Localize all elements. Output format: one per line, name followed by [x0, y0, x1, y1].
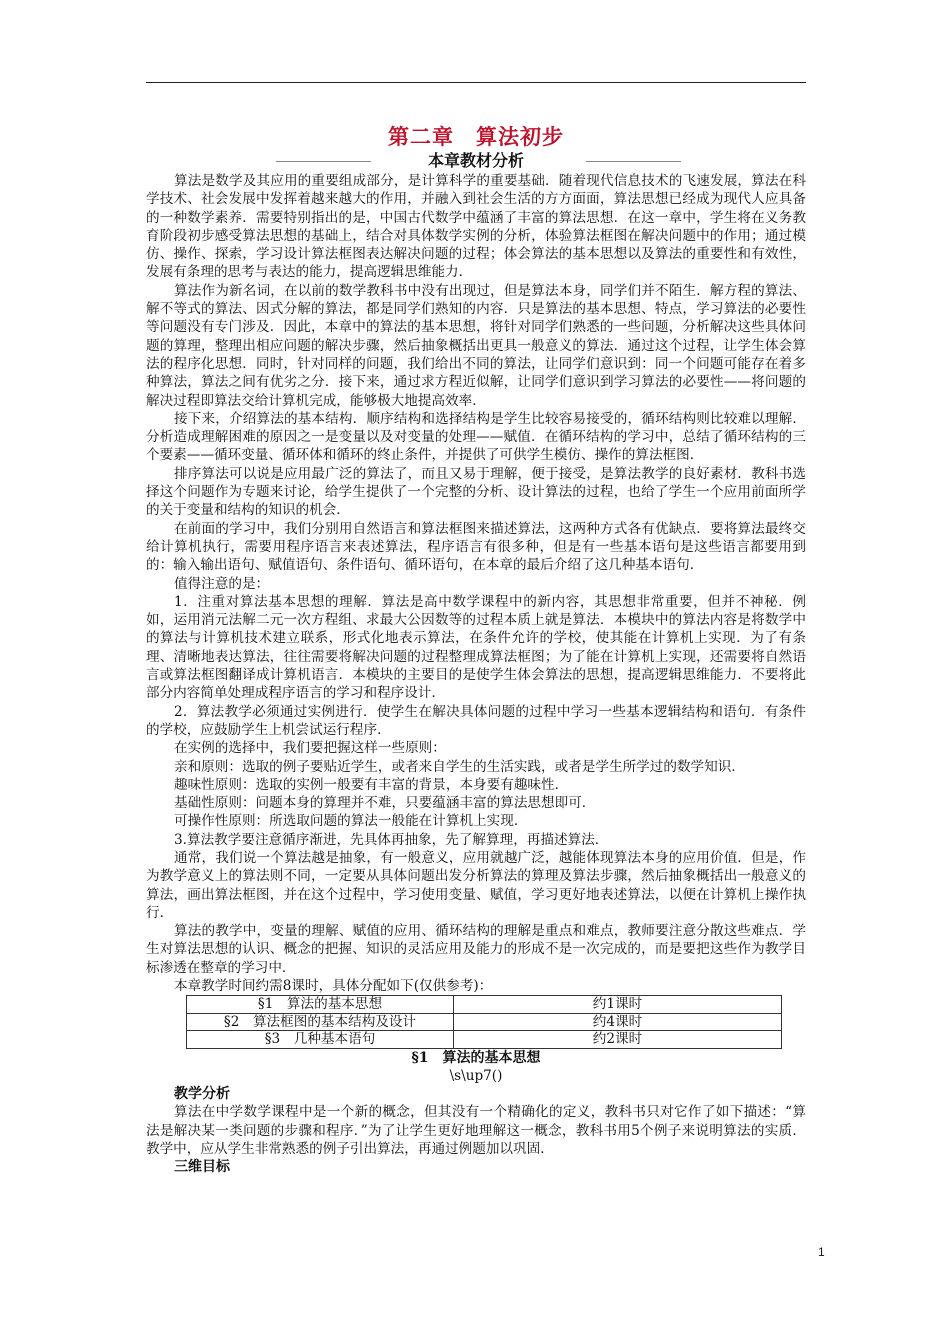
schedule-hours: 约2课时	[454, 1031, 782, 1049]
document-body	[146, 122, 806, 1177]
paragraph: 趣味性原则：选取的实例一般要有丰富的背景，本身要有趣味性．	[174, 776, 569, 793]
page-number: 1	[818, 1245, 825, 1259]
schedule-hours: 约4课时	[454, 1013, 782, 1031]
chapter-title: 第二章 算法初步	[388, 124, 564, 149]
table-row	[187, 1031, 782, 1049]
table-row	[187, 996, 782, 1014]
paragraph: 可操作性原则：所选取问题的算法一般能在计算机上实现．	[174, 813, 528, 830]
header-rule	[146, 82, 806, 83]
paragraph: 基础性原则：问题本身的算理并不难，只要蕴涵丰富的算法思想即可．	[174, 795, 596, 812]
paragraph: 接下来，介绍算法的基本结构．顺序结构和选择结构是学生比较容易接受的，循环结构则比较难以理解．分析造成理解困难的原因之一是变量以及对变量的处理——赋值．在循环结构的学习中，总结了循环结构的三个要素——循环变量、循环体和循环的终止条件，并提供了可供学生模仿、操作的算法框图．	[146, 410, 806, 464]
paragraph: 在实例的选择中，我们要把握这样一些原则：	[174, 740, 446, 757]
paragraph: 2．算法教学必须通过实例进行．使学生在解决具体问题的过程中学习一些基本逻辑结构和语句．有条件的学校，应鼓励学生上机尝试运行程序．	[146, 703, 806, 738]
banner-line-right	[586, 161, 681, 162]
paragraph: 1．注重对算法基本思想的理解．算法是高中数学课程中的新内容，其思想非常重要，但并不神秘．例如，运用消元法解二元一次方程组、求最大公因数等的过程本质上就是算法．本模块中的算法内容是将数学中的算法与计算机技术建立联系，形式化地表示算法，在条件允许的学校，使其能在计算机上实现．为了有条理、清晰地表达算法，往往需要将解决问题的过程整理成算法框图；为了能在计算机上实现，还需要将自然语言或算法框图翻译成计算机语言．本模块的主要目的是使学生体会算法的思想，提高逻辑思维能力．不要将此部分内容简单处理成程序语言的学习和程序设计．	[146, 593, 806, 702]
paragraph: 值得注意的是：	[174, 575, 270, 592]
section1-subtitle: \s\up7()	[449, 1067, 503, 1084]
paragraph: 亲和原则：选取的例子要贴近学生，或者来自学生的生活实践，或者是学生所学过的数学知识．	[174, 758, 745, 775]
schedule-section: §1 算法的基本思想	[187, 996, 454, 1014]
paragraph: 算法作为新名词，在以前的数学教科书中没有出现过，但是算法本身，同学们并不陌生．解方程的算法、解不等式的算法、因式分解的算法，都是同学们熟知的内容．只是算法的基本思想、特点，学习算法的必要性等问题没有专门涉及．因此，本章中的算法的基本思想，将针对同学们熟悉的一些问题，分析解决这些具体问题的算理，整理出相应问题的解决步骤，然后抽象概括出更具一般意义的算法．通过这个过程，让学生体会算法的程序化思想．同时，针对同样的问题，我们给出不同的算法，让同学们意识到：同一个问题可能存在着多种算法，算法之间有优劣之分．接下来，通过求方程近似解，让同学们意识到学习算法的必要性——将问题的解决过程即算法交给计算机完成，能够极大地提高效率．	[146, 282, 806, 409]
schedule-hours: 约1课时	[454, 996, 782, 1014]
schedule-section: §3 几种基本语句	[187, 1031, 454, 1049]
analysis-paragraph: 算法在中学数学课程中是一个新的概念，但其没有一个精确化的定义，教科书只对它作了如下描述：“算法是解决某一类问题的步骤和程序．”为了让学生更好地理解这一概念，教科书用5个例子来说明算法的实质．教学中，应从学生非常熟悉的例子引出算法，再通过例题加以巩固．	[146, 1104, 806, 1157]
paragraph: 排序算法可以说是应用最广泛的算法了，而且又易于理解，便于接受，是算法教学的良好素材．教科书选择这个问题作为专题来讨论，给学生提供了一个完整的分析、设计算法的过程，也给了学生一个应用前面所学的关于变量和结构的知识的机会．	[146, 465, 806, 519]
schedule-section: §2 算法框图的基本结构及设计	[187, 1013, 454, 1031]
paragraph: 算法是数学及其应用的重要组成部分，是计算科学的重要基础．随着现代信息技术的飞速发展，算法在科学技术、社会发展中发挥着越来越大的作用，并融入到社会生活的方方面面，算法思想已经成为现代人应具备的一种数学素养．需要特别指出的是，中国古代数学中蕴涵了丰富的算法思想．在这一章中，学生将在义务教育阶段初步感受算法思想的基础上，结合对具体数学实例的分析，体验算法框图在解决问题中的作用；通过模仿、操作、探索，学习设计算法框图表达解决问题的过程；体会算法的基本思想以及算法的重要性和有效性，发展有条理的思考与表达的能力，提高逻辑思维能力．	[146, 173, 806, 281]
paragraph: 算法的教学中，变量的理解、赋值的应用、循环结构的理解是重点和难点，教师要注意分散这些难点．学生对算法思想的认识、概念的把握、知识的灵活应用及能力的形成不是一次完成的，而是要把这些作为教学目标渗透在整章的学习中．	[146, 923, 806, 976]
schedule-intro: 本章教学时间约需8课时，具体分配如下(仅供参考)：	[174, 978, 493, 995]
heading-analysis: 教学分析	[174, 1085, 230, 1102]
heading-goals: 三维目标	[174, 1159, 230, 1176]
section-title: 本章教材分析	[422, 151, 530, 170]
schedule-table	[186, 995, 782, 1049]
section1-title: §1 算法的基本思想	[411, 1049, 541, 1066]
paragraph: 通常，我们说一个算法越是抽象，有一般意义，应用就越广泛，越能体现算法本身的应用价值．但是，作为教学意义上的算法则不同，一定要从具体问题出发分析算法的算理及算法步骤，然后抽象概括出一般意义的算法，画出算法框图，并在这个过程中，学习使用变量、赋值，学习更好地表述算法，以便在计算机上操作执行．	[146, 849, 806, 921]
section-banner	[146, 150, 806, 172]
table-row	[187, 1013, 782, 1031]
paragraph: 3.算法教学要注意循序渐进，先具体再抽象，先了解算理，再描述算法．	[174, 831, 609, 848]
paragraph: 在前面的学习中，我们分别用自然语言和算法框图来描述算法，这两种方式各有优缺点．要将算法最终交给计算机执行，需要用程序语言来表述算法，程序语言有很多种，但是有一些基本语句是这些语言都要用到的：输入输出语句、赋值语句、条件语句、循环语句，在本章的最后介绍了这几种基本语句．	[146, 520, 806, 574]
banner-line-left	[276, 161, 371, 162]
